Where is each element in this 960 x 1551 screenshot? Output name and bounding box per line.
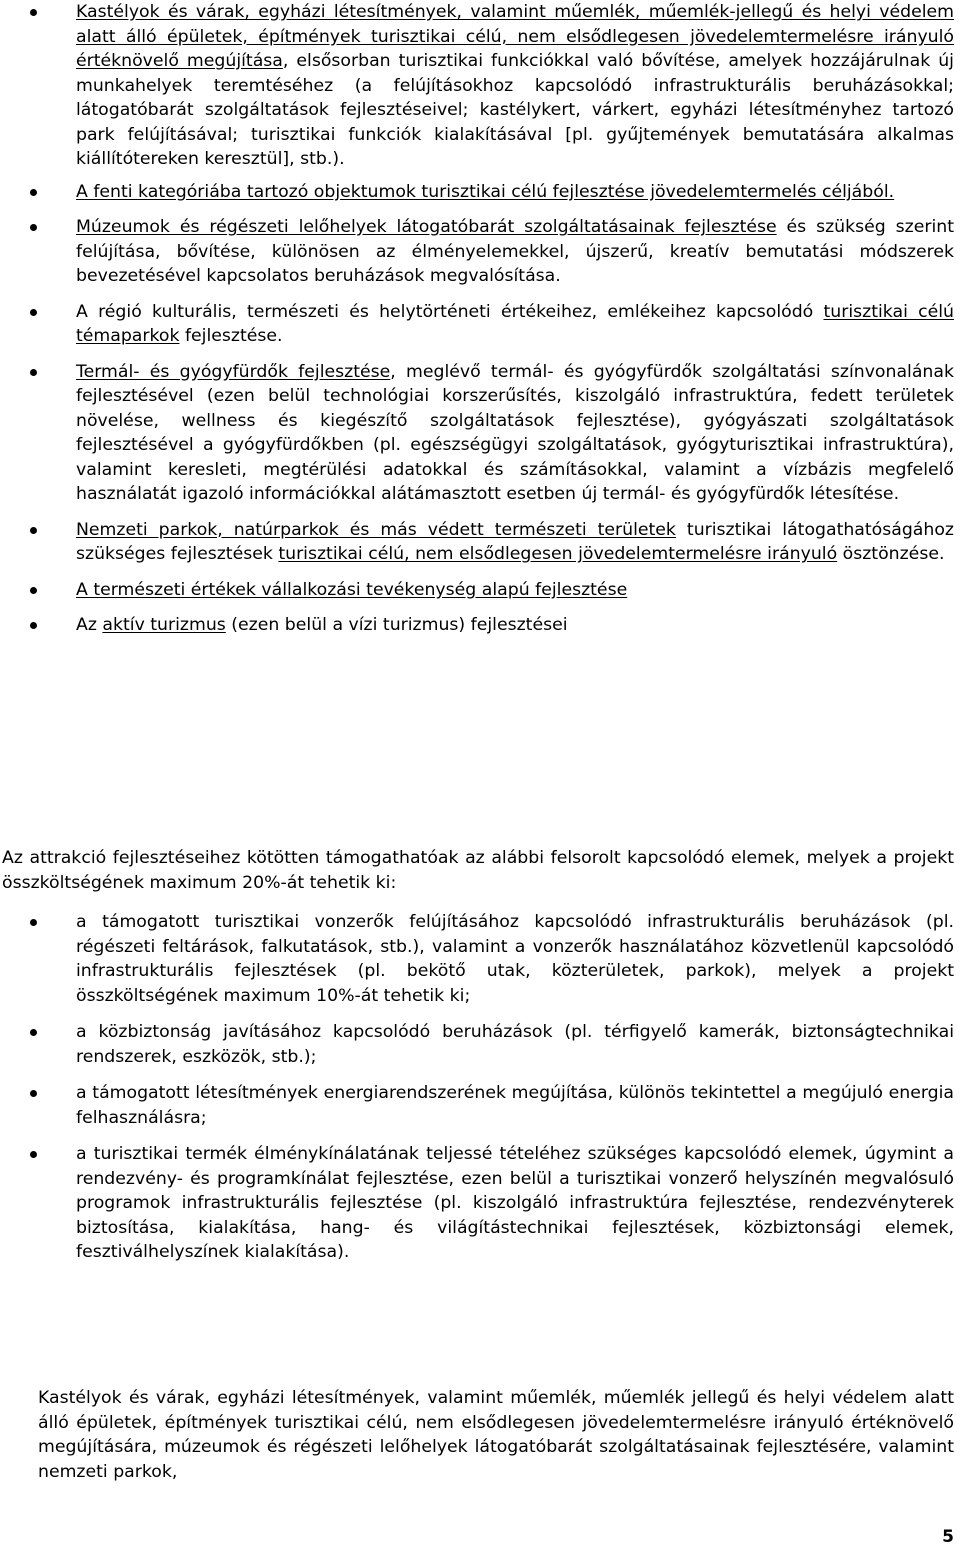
list-item [0,910,960,1008]
list-item [0,180,960,205]
list-item [0,215,960,289]
bullet-icon [30,587,37,594]
bullet-icon [30,224,37,231]
list-item [0,300,960,349]
item-text-underlined: Termál- és gyógyfürdők fejlesztése [76,361,391,382]
list-item [0,518,960,567]
item-text: ösztönzése. [837,544,945,564]
item-text: (ezen belül a vízi turizmus) fejlesztései [225,615,568,635]
bullet-icon [30,1151,37,1158]
closing-paragraph: Kastélyok és várak, egyházi létesítmények, valamint műemlék, műemlék jellegű és helyi védelem alatt álló épületek, építmények turisztikai célú, nem elsődlegesen jövedelemtermelésre irányuló értéknövelő megújítására, múzeumok és régészeti lelőhelyek látogatóbarát szolgáltatásainak fejlesztésére, valamint nemzeti parkok, [38,1388,954,1482]
item-text: , meglévő termál- és gyógyfürdők szolgáltatási színvonalának fejlesztésével (ezen belül technológiai korszerűsítés, kiszolgáló infrastruktúra, fedett területek növelése, wellness és kiegészítő szolgáltatások fejlesztése), gyógyászati szolgáltatások fejlesztésével a gyógyfürdőkben (pl. egészségügyi szolgáltatások, gyógyturisztikai infrastruktúra), valamint keresleti, megtérülési adatokkal és számításokkal, valamint a vízbázis megfelelő használatát igazoló információkkal alátámasztott esetben új termál- és gyógyfürdők létesítése. [76,361,954,504]
item-text-underlined: turisztikai célú, nem elsődlegesen jövedelemtermelésre irányuló [278,544,838,564]
list-item [0,360,960,507]
list-item [0,613,960,638]
item-text: , elsősorban turisztikai funkciókkal való bővítése, amelyek hozzájárulnak új munkahelyek teremtéséhez (a felújításokhoz kapcsolódó infrastrukturális beruházásokkal; látogatóbarát szolgáltatások fejlesztéseivel; kastélykert, várkert, egyházi létesítményhez tartozó park felújításával; turisztikai funkciók kialakításával [pl. gyűjtemények bemutatására alkalmas kiállítótereken keresztül], stb.). [76,51,954,169]
item-text-underlined: Nemzeti parkok, natúrparkok és más védett természeti területek [76,519,676,540]
item-text-underlined: Kastélyok és várak, egyházi létesítmények, valamint műemlék, műemlék-jellegű és helyi védelem alatt álló épületek, építmények turisztikai célú, nem elsődlegesen jövedelemtermelésre irányuló értéknövelő megújítása [76,2,954,71]
item-text: fejlesztése. [179,326,283,346]
bullet-icon [30,1029,37,1036]
item-text: a közbiztonság javításához kapcsolódó beruházások (pl. térfigyelő kamerák, biztonságtechnikai rendszerek, eszközök, stb.); [76,1022,954,1067]
item-text-underlined: Múzeumok és régészeti lelőhelyek látogatóbarát szolgáltatásainak fejlesztése [76,217,777,237]
item-text: a támogatott turisztikai vonzerők felújításához kapcsolódó infrastrukturális beruházások (pl. régészeti feltárások, falkutatások, stb.), valamint a vonzerők használatához közvetlenül kapcsolódó infrastrukturális fejlesztések (pl. bekötő utak, közterületek, parkok), melyek a projekt összköltségének maximum 10%-át tehetik ki; [76,912,954,1006]
bullet-icon [30,369,37,376]
item-text: Az [76,615,103,635]
item-text: a támogatott létesítmények energiarendszerének megújítása, különös tekintettel a megújuló energia felhasználásra; [76,1083,954,1128]
item-text: turisztikai látogathatóságához szükséges fejlesztések [76,519,954,564]
intro-paragraph: Az attrakció fejlesztéseihez kötötten támogathatóak az alábbi felsorolt kapcsolódó elemek, melyek a projekt összköltségének maximum 20%-át tehetik ki: [2,848,954,893]
item-text: és szükség szerint felújítása, bővítése, különösen az élményelemekkel, újszerű, kreatív bemutatási módszerek bevezetésével kapcsolatos beruházások megvalósítása. [76,217,954,286]
list-item [0,578,960,603]
item-text-underlined: aktív turizmus [102,615,226,635]
list-item [0,1142,960,1265]
bullet-icon [30,622,37,629]
item-text: A régió kulturális, természeti és helytörténeti értékeihez, emlékeihez kapcsolódó [76,301,824,322]
item-text-underlined: turisztikai célú témaparkok [76,301,954,346]
list-item [0,1020,960,1069]
bullet-icon [30,919,37,926]
item-text-underlined: A természeti értékek vállalkozási tevékenység alapú fejlesztése [76,579,628,600]
list-item [0,1081,960,1130]
supported-elements-list [0,910,960,1277]
bullet-icon [30,527,37,534]
bullet-icon [30,9,37,16]
bullet-icon [30,189,37,196]
bullet-icon [30,1090,37,1097]
project-types-list [0,0,960,649]
item-text-underlined: A fenti kategóriába tartozó objektumok turisztikai célú fejlesztése jövedelemtermelés céljából. [76,181,895,202]
page-number: 5 [942,1527,954,1547]
item-text: a turisztikai termék élménykínálatának teljessé tételéhez szükséges kapcsolódó elemek, úgymint a rendezvény- és programkínálat fejlesztése, ezen belül a turisztikai vonzerő helyszínén megvalósuló programok infrastrukturális fejlesztése (pl. kiszolgáló infrastruktúra fejlesztése, rendezvényterek biztosítása, kialakítása, hang- és világítástechnikai fejlesztések, közbiztonsági elemek, fesztiválhelyszínek kialakítása). [76,1144,954,1262]
bullet-icon [30,309,37,316]
list-item [0,0,960,172]
